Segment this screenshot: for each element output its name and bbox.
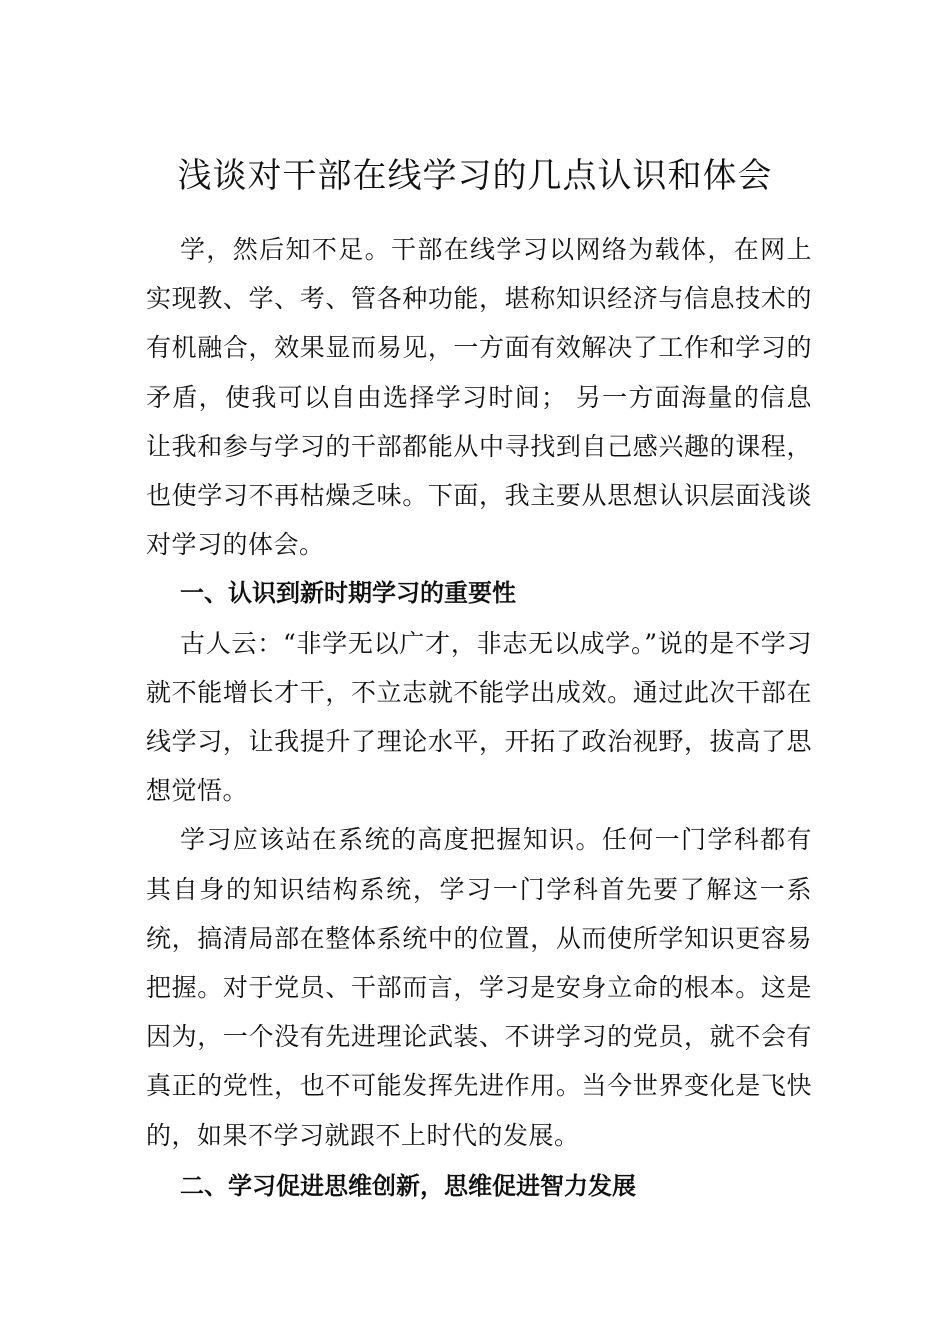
body-paragraph-2: 学习应该站在系统的高度把握知识。任何一门学科都有其自身的知识结构系统，学习一门学科首先要了解这一系统，搞清局部在整体系统中的位置，从而使所学知识更容易把握。对于党员、干部而言，学习是安身立命的根本。这是因为，一个没有先进理论武装、不讲学习的党员，就不会有真正的党性，也不可能发挥先进作用。当今世界变化是飞快的，如果不学习就跟不上时代的发展。 — [146, 825, 812, 1150]
document-body — [146, 225, 812, 1211]
body-paragraph-1: 古人云：“非学无以广才，非志无以成学。”说的是不学习就不能增长才干，不立志就不能学出成效。通过此次干部在线学习，让我提升了理论水平，开拓了政治视野，拔高了思想觉悟。 — [146, 628, 812, 806]
section-heading-1: 一、认识到新时期学习的重要性 — [180, 579, 516, 608]
section-heading-2: 二、学习促进思维创新，思维促进智力发展 — [180, 1171, 636, 1200]
document-title: 浅谈对干部在线学习的几点认识和体会 — [177, 156, 773, 196]
intro-paragraph: 学，然后知不足。干部在线学习以网络为载体，在网上实现教、学、考、管各种功能，堪称知识经济与信息技术的有机融合，效果显而易见，一方面有效解决了工作和学习的矛盾，使我可以自由选择学习时间； 另一方面海量的信息让我和参与学习的干部都能从中寻找到自己感兴趣的课程，也使学习不再枯燥乏味。下面，我主要从思想认识层面浅谈对学习的体会。 — [146, 235, 812, 560]
